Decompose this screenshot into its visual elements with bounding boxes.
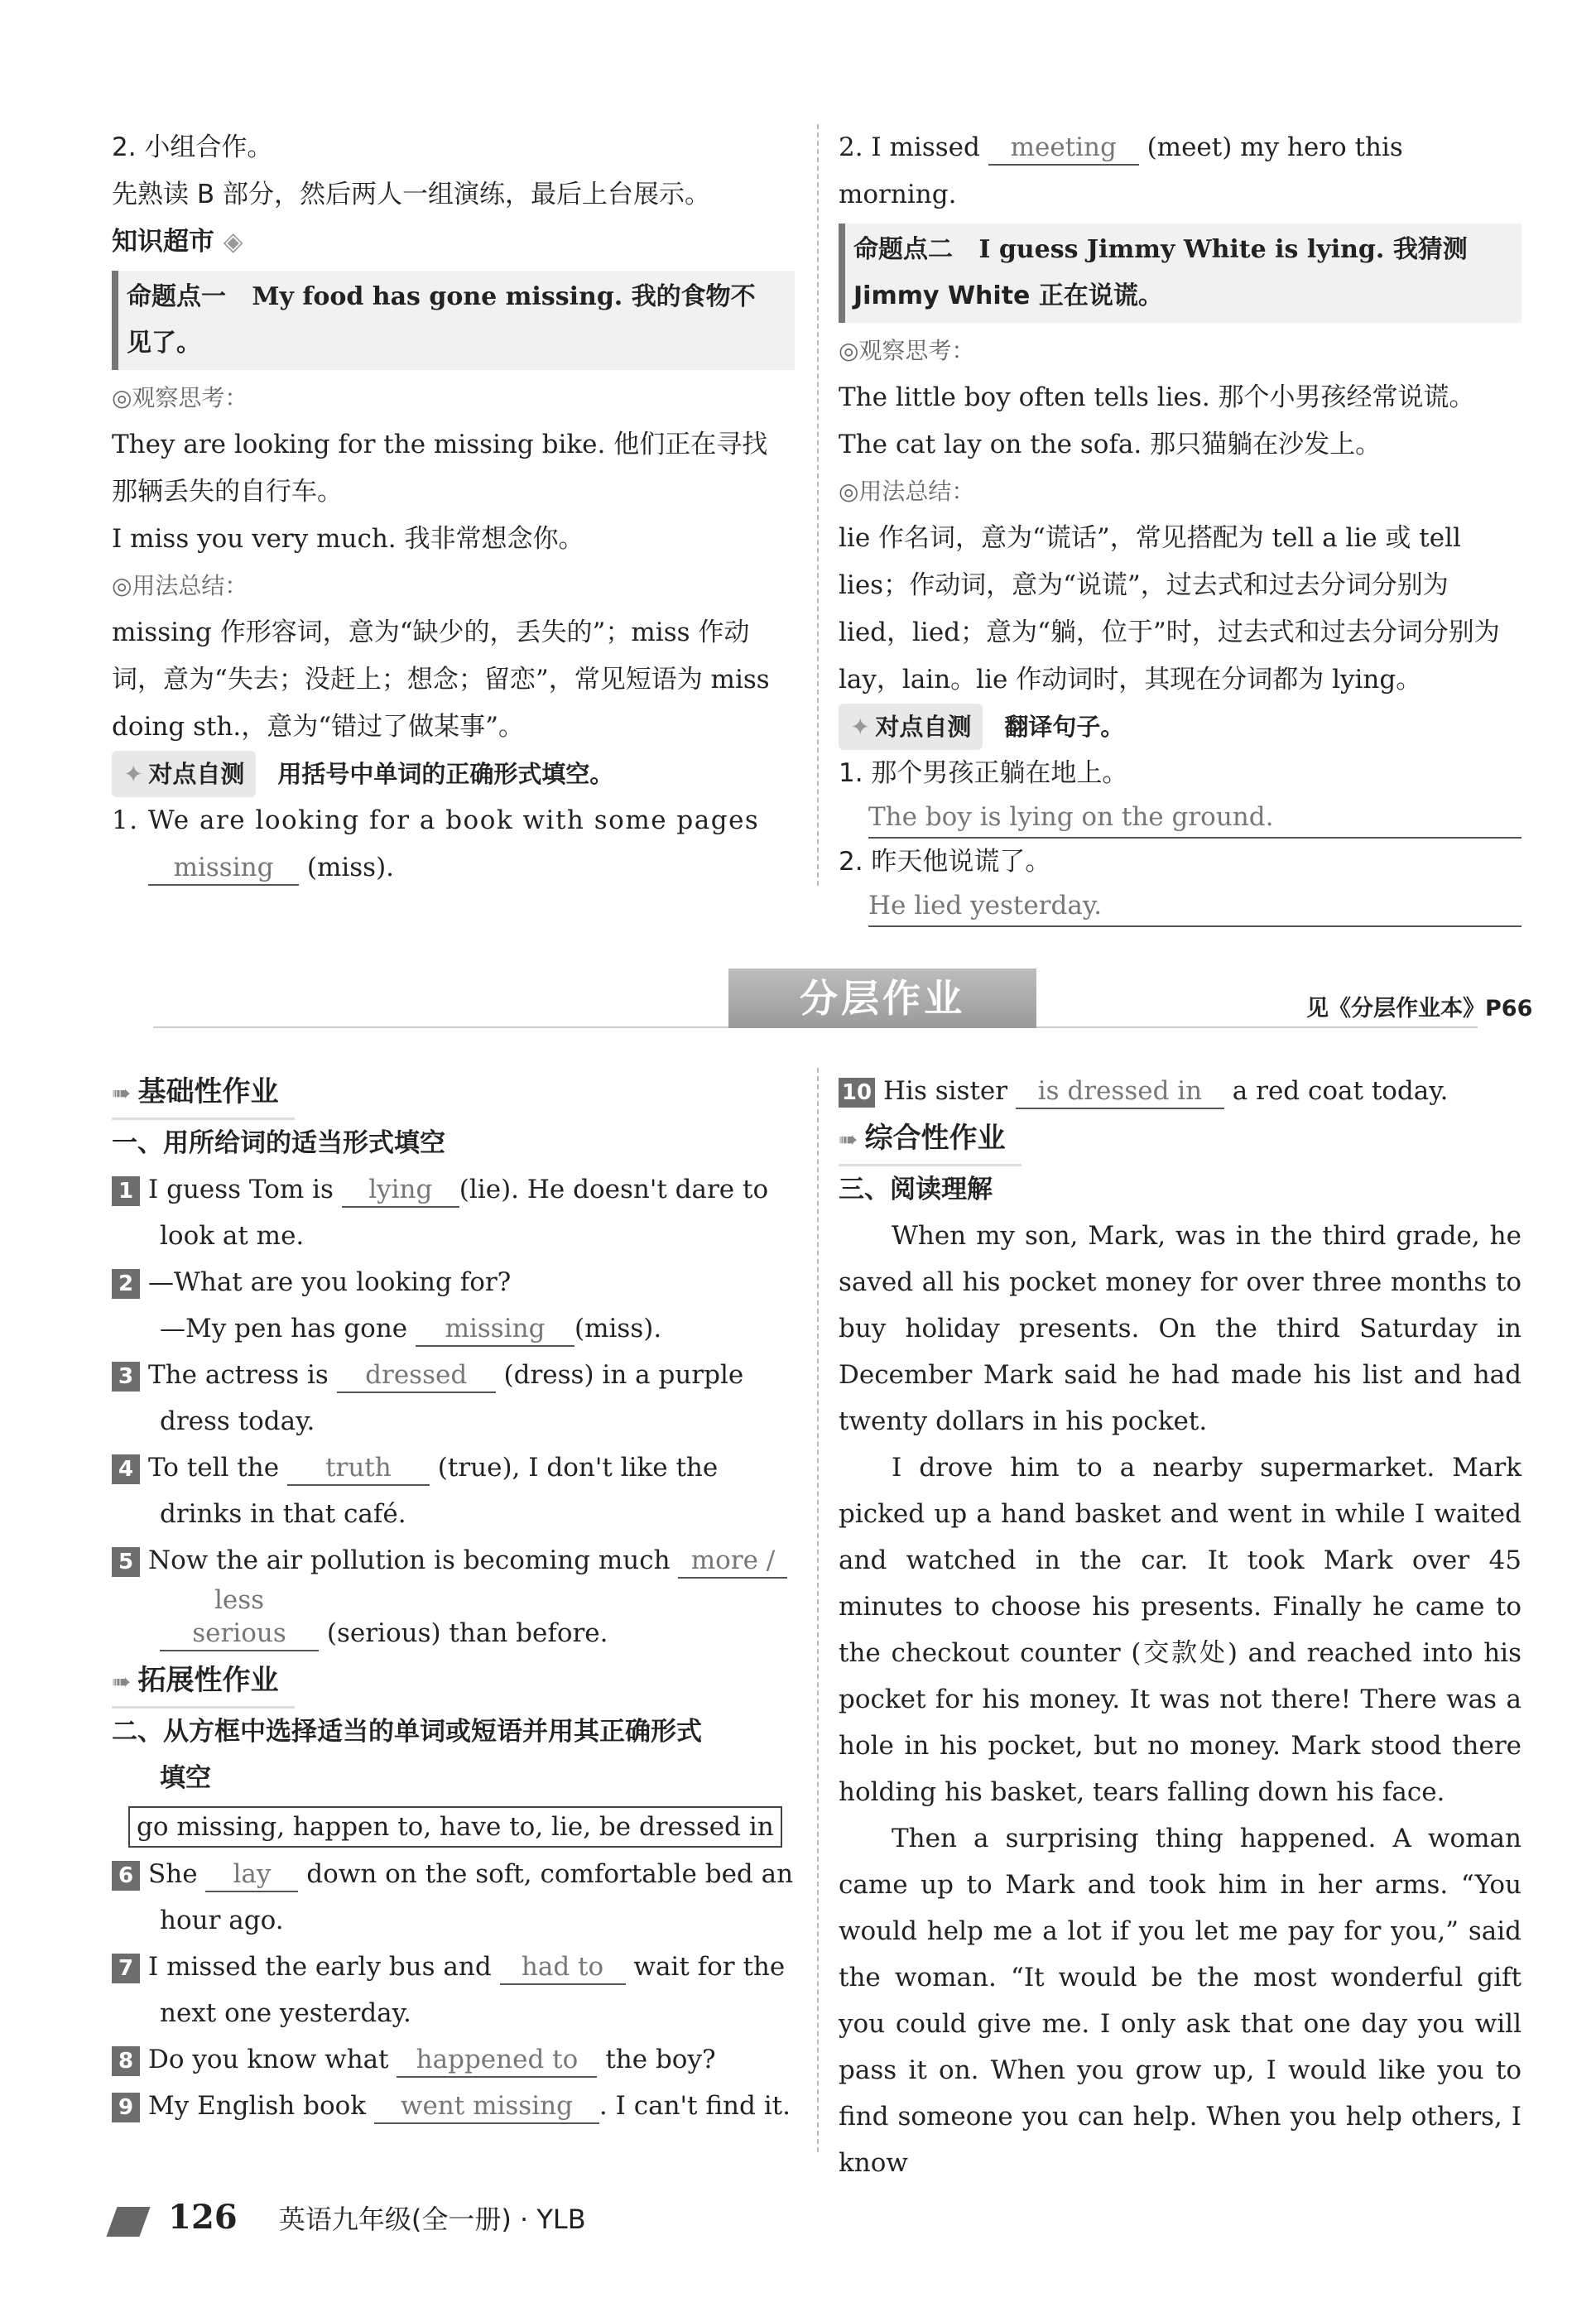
footer-logo-icon (106, 2207, 150, 2237)
example-2: I miss you very much. 我非常想念你。 (112, 524, 584, 554)
star-icon: ✦ (123, 760, 144, 788)
q6: 6 She lay down on the soft, comfortable bed an (112, 1851, 795, 1897)
top-left-column (112, 124, 795, 892)
part-2-title: 二、从方框中选择适当的单词或短语并用其正确形式 (112, 1717, 702, 1747)
q4: 4 To tell the truth (true), I don't like the (112, 1444, 795, 1491)
q8: 8 Do you know what happened to the boy? (112, 2036, 795, 2083)
question-1-cont: missing (miss). (112, 844, 795, 892)
q1-cont: look at me. (160, 1221, 305, 1251)
q7: 7 I missed the early bus and had to wait for the (112, 1944, 795, 1990)
reading-paragraph-2: I drove him to a nearby supermarket. Mark picked up a hand basket and went in while I waited and watched in the car. It took Mark over 45 minutes to choose his presents. Finally he came to the checkout counter (交款处) and reached into his pocket for his money. It was not there! There was a hole in his pocket, but no money. Mark stood there holding his basket, tears falling down his face. (839, 1453, 1521, 1807)
q3: 3 The actress is dressed (dress) in a purple (112, 1352, 795, 1398)
word-box: go missing, happen to, have to, lie, be dressed in (128, 1806, 782, 1848)
page-number: 126 (168, 2198, 238, 2237)
arrow-icon: ➠ (112, 1668, 132, 1695)
answer-blank[interactable]: missing (416, 1312, 574, 1347)
kp2-en: I guess Jimmy White is lying. (978, 235, 1385, 264)
self-check-1: ✦ 对点自测 用括号中单词的正确形式填空。 (112, 751, 795, 797)
page-footer (112, 2198, 586, 2237)
usage-line-4: lay，lain。lie 作动词时，其现在分词都为 lying。 (839, 665, 1422, 695)
extended-homework-heading: ➠ 拓展性作业 (112, 1656, 795, 1709)
usage-label: ◎用法总结： (112, 572, 248, 599)
q7-cont: next one yesterday. (160, 1998, 411, 2028)
kp1-cn-a: 我的食物不 (631, 282, 756, 311)
usage-line-3: doing sth.，意为“错过了做某事”。 (112, 712, 524, 742)
top-right-column (839, 124, 1521, 927)
answer-blank[interactable]: missing (148, 851, 299, 886)
usage-label: ◎用法总结： (839, 478, 975, 505)
q5: 5 Now the air pollution is becoming much more / (112, 1537, 795, 1584)
arrow-icon: ➠ (112, 1079, 132, 1107)
observe-label: ◎观察思考： (112, 384, 248, 411)
usage-line-3: lied，lied；意为“躺，位于”时，过去式和过去分词分别为 (839, 618, 1500, 647)
bottom-right-column (839, 1068, 1521, 2186)
translate-1-answer[interactable]: The boy is lying on the ground. (868, 797, 1521, 839)
answer-blank[interactable]: lay (205, 1858, 298, 1892)
kp2-cn-a: 我猜测 (1392, 235, 1468, 264)
example-2: The cat lay on the sofa. 那只猫躺在沙发上。 (839, 430, 1382, 459)
q2-cont: —My pen has gone missing (miss). (112, 1305, 795, 1352)
q10: 10 His sister is dressed in a red coat today. (839, 1068, 1521, 1114)
diamond-icon: ◈ (223, 227, 243, 257)
self-check-2: ✦ 对点自测 翻译句子。 (839, 704, 1521, 750)
translate-1: 1. 那个男孩正躺在地上。 (839, 758, 1128, 788)
question-1: 1. We are looking for a book with some pages (112, 805, 760, 835)
q2: 2 —What are you looking for? (112, 1259, 795, 1305)
example-1: The little boy often tells lies. 那个小男孩经常说谎。 (839, 382, 1475, 412)
part-2-title-cont: 填空 (160, 1763, 211, 1793)
question-2: 2. I missed meeting (meet) my hero this morning. (839, 132, 1403, 209)
bottom-left-column (112, 1068, 795, 2129)
comprehensive-homework-heading: ➠ 综合性作业 (839, 1114, 1521, 1166)
key-point-2 (839, 224, 1521, 323)
q5-cont: less serious (serious) than before. (112, 1584, 795, 1656)
usage-line-1: lie 作名词，意为“谎话”，常见搭配为 tell a lie 或 tell (839, 523, 1461, 553)
answer-blank[interactable]: less serious (160, 1584, 319, 1651)
column-divider-bottom (817, 1068, 819, 2152)
answer-blank[interactable]: meeting (988, 131, 1139, 166)
usage-line-2: 词，意为“失去；没赶上；想念；留恋”，常见短语为 miss (112, 665, 770, 695)
usage-line-1: missing 作形容词，意为“缺少的，丢失的”；miss 作动 (112, 618, 750, 647)
knowledge-market-title: 知识超市 ◈ (112, 227, 243, 257)
kp2-cn-b: Jimmy White 正在说谎。 (853, 281, 1163, 310)
workbook-reference: 见《分层作业本》P66 (1306, 996, 1533, 1021)
star-icon: ✦ (850, 713, 871, 741)
translate-2-answer[interactable]: He lied yesterday. (868, 886, 1521, 927)
kp1-en: My food has gone missing. (252, 282, 623, 311)
kp2-tag: 命题点二 (853, 235, 953, 264)
answer-blank[interactable]: more / (678, 1544, 787, 1579)
usage-line-2: lies；作动词，意为“说谎”，过去式和过去分词分别为 (839, 570, 1449, 600)
reading-paragraph-3: Then a surprising thing happened. A woman came up to Mark and took him in her arms. “You would help me a lot if you let me pay for you,” said the woman. “It would be the most wonderful gift you could give me. I only ask that one day you will pass it on. When you grow up, I would like you to find someone you can help. When you help others, I know (839, 1824, 1521, 2178)
answer-blank[interactable]: happened to (397, 2043, 597, 2078)
item2-title: 2. 小组合作。 (112, 132, 273, 162)
reading-paragraph-1: When my son, Mark, was in the third grade, he saved all his pocket money for over three months to buy holiday presents. On the third Saturday in December Mark said he had made his list and had twenty dollars in his pocket. (839, 1221, 1521, 1436)
answer-blank[interactable]: had to (500, 1950, 626, 1985)
q1: 1 I guess Tom is lying (lie). He doesn't dare to (112, 1166, 795, 1213)
answer-blank[interactable]: is dressed in (1016, 1074, 1224, 1109)
observe-label: ◎观察思考： (839, 337, 975, 364)
part-1-title: 一、用所给词的适当形式填空 (112, 1128, 445, 1158)
layered-homework-banner: 分层作业 (728, 969, 1036, 1028)
answer-blank[interactable]: truth (287, 1451, 430, 1486)
answer-blank[interactable]: lying (342, 1173, 459, 1208)
q9: 9 My English book went missing . I can't find it. (112, 2083, 795, 2129)
column-divider-top (817, 124, 819, 886)
example-1: They are looking for the missing bike. 他们正在寻找 (112, 430, 768, 459)
q6-cont: hour ago. (160, 1906, 284, 1935)
q3-cont: dress today. (160, 1406, 315, 1436)
arrow-icon: ➠ (839, 1126, 858, 1153)
q4-cont: drinks in that café. (160, 1499, 406, 1529)
item2-text: 先熟读 B 部分，然后两人一组演练，最后上台展示。 (112, 180, 710, 209)
translate-2: 2. 昨天他说谎了。 (839, 847, 1051, 877)
answer-blank[interactable]: went missing (374, 2089, 599, 2124)
kp1-tag: 命题点一 (127, 282, 226, 311)
book-title: 英语九年级(全一册) · YLB (278, 2204, 586, 2235)
part-3-title: 三、阅读理解 (839, 1175, 993, 1204)
kp1-cn-b: 见了。 (127, 329, 201, 358)
answer-blank[interactable]: dressed (337, 1358, 496, 1393)
key-point-1 (112, 271, 795, 370)
example-1-cn: 那辆丢失的自行车。 (112, 477, 343, 507)
basic-homework-heading: ➠ 基础性作业 (112, 1068, 795, 1120)
